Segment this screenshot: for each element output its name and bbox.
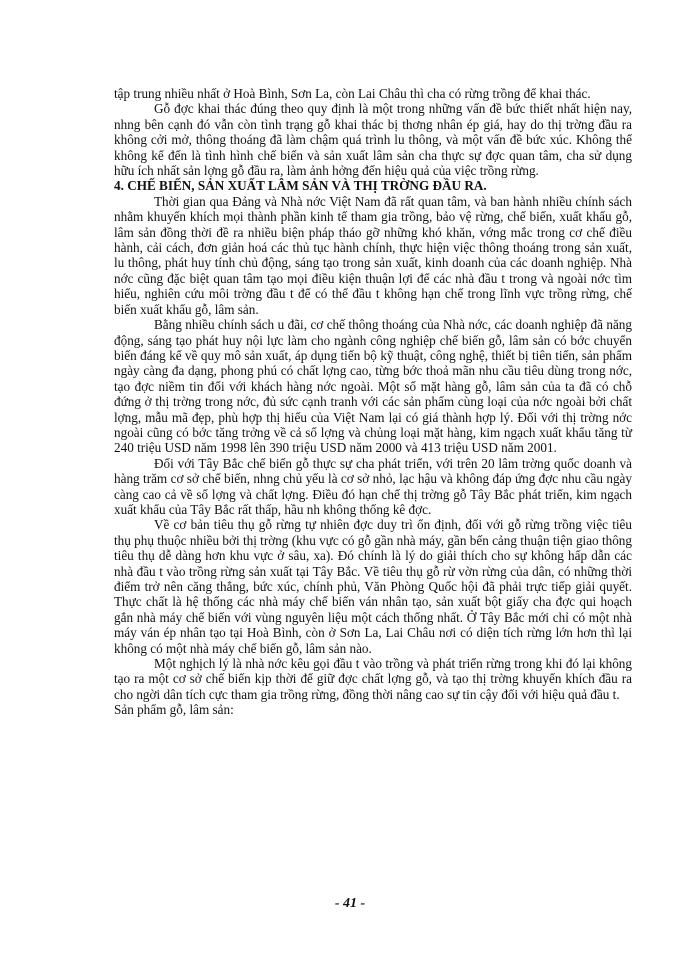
- paragraph-7: Một nghịch lý là nhà nớc kêu gọi đầu t vào trồng và phát triển rừng trong khi đó lại không tạo ra một cơ sở chế biến kịp thời để giữ đợc chất lợng gỗ, và tạo thị trờng khuyến khích đầu ra cho ngời dân tích cực tham gia trồng rừng, đồng thời nâng cao sự tin cậy đối với hiệu quả đầu t.: [114, 656, 632, 702]
- paragraph-4: Bằng nhiều chính sách u đãi, cơ chế thông thoáng của Nhà nớc, các doanh nghiệp đã năng động, sáng tạo phát huy nội lực làm cho ngành công nghiệp chế biến gỗ, lâm sản có bớc chuyển biến đáng kể về quy mô sản xuất, áp dụng tiến bộ kỹ thuật, công nghệ, thiết bị tiên tiến, sản phẩm ngày càng đa dạng, phong phú có chất lợng cao, từng bớc thoả mãn nhu cầu tiêu dùng trong nớc, tạo đợc niềm tin đối với khách hàng nớc ngoài. Một số mặt hàng gỗ, lâm sản của ta đã có chỗ đứng ở thị trờng trong nớc, đủ sức cạnh tranh với các sản phẩm cùng loại của nớc ngoài bởi chất lợng, mẫu mã đẹp, phù hợp thị hiếu của Việt Nam lại có giá thành hợp lý. Đối với thị trờng nớc ngoài cũng có bớc tăng trởng về cả số lợng và chủng loại mặt hàng, kim ngạch xuất khẩu tăng từ 240 triệu USD năm 1998 lên 390 triệu USD năm 2000 và 413 triệu USD năm 2001.: [114, 317, 632, 456]
- paragraph-6: Về cơ bản tiêu thụ gỗ rừng tự nhiên đợc duy trì ổn định, đối với gỗ rừng trồng việc tiêu thụ phụ thuộc nhiều bởi thị trờng (khu vực có gỗ gần nhà máy, gần bến cảng thuận tiện giao thông tiêu thụ dễ dàng hơn khu vực ở sâu, xa). Đó chính là lý do giải thích cho sự không hấp dẫn các nhà đầu t vào trồng rừng sản xuất tại Tây Bắc. Về tiêu thụ gỗ rừ vờn rừng của dân, có những thời điểm trở nên căng thẳng, bức xúc, chính phủ, Văn Phòng Quốc hội đã phải trực tiếp giải quyết. Thực chất là hệ thống các nhà máy chế biến ván nhân tạo, sản xuất bột giấy cha đợc qui hoạch gắn nhà máy chế biến với vùng nguyên liệu một cách thống nhất. Ở Tây Bắc mới chỉ có một nhà máy ván ép nhân tạo tại Hoà Bình, còn ở Sơn La, Lai Châu nơi có diện tích rừng lớn hơn thì lại không có một nhà máy chế biến gỗ, lâm sản nào.: [114, 517, 632, 656]
- section-heading-4: 4. CHẾ BIẾN, SẢN XUẤT LÂM SẢN VÀ THỊ TRỜNG ĐẦU RA.: [114, 178, 487, 194]
- paragraph-1: tập trung nhiều nhất ở Hoà Bình, Sơn La, còn Lai Châu thì cha có rừng trồng để khai thác.: [114, 86, 591, 101]
- paragraph-3: Thời gian qua Đảng và Nhà nớc Việt Nam đã rất quan tâm, và ban hành nhiều chính sách nhằm khuyến khích mọi thành phần kinh tế tham gia trồng, bảo vệ rừng, chế biến, xuất khẩu gỗ, lâm sản đồng thời đề ra nhiều biện pháp tháo gỡ những khó khăn, vớng mắc trong cơ chế điều hành, cải cách, đơn giản hoá các thủ tục hành chính, thực hiện việc thông thoáng trong sản xuất, lu thông, phát huy tính chủ động, sáng tạo trong sản xuất, kinh doanh của các doanh nghiệp. Nhà nớc cũng đặc biệt quan tâm tạo mọi điều kiện thuận lợi để các nhà đầu t trong và ngoài nớc tìm hiểu, nghiên cứu môi trờng đầu t để có thể đầu t không hạn chế trong lĩnh vực trồng rừng, chế biến xuất khẩu gỗ, lâm sản.: [114, 193, 632, 317]
- page-number: - 41 -: [334, 896, 366, 911]
- paragraph-8: Sản phẩm gỗ, lâm sản:: [114, 702, 234, 718]
- paragraph-5: Đối với Tây Bắc chế biến gỗ thực sự cha phát triển, với trên 20 lâm trờng quốc doanh và hàng trăm cơ sở chế biến, nhng chủ yếu là cơ sở nhỏ, lạc hậu và không đáp ứng đợc nhu cầu ngày càng cao cả về số lợng và chất lợng. Điều đó hạn chế thị trờng gỗ Tây Bắc phát triển, kim ngạch xuất khẩu của Tây Bắc rất thấp, hầu nh không thống kê đợc.: [114, 455, 632, 517]
- paragraph-2: Gỗ đợc khai thác đúng theo quy định là một trong những vấn đề bức thiết nhất hiện nay, nhng bên cạnh đó vẫn còn tình trạng gỗ khai thác bị thơng nhân ép giá, hay do thị trờng đầu ra không cởi mở, thông thoáng đã làm chậm quá trình lu thông, và một vấn đề bức xúc. Không thể không kể đến là tình hình chế biến và sản xuất lâm sản cha thực sự đợc quan tâm, cha sử dụng hữu ích nhất sản lợng gỗ đầu ra, làm ảnh hởng đến hiệu quả của việc trồng rừng.: [114, 101, 632, 179]
